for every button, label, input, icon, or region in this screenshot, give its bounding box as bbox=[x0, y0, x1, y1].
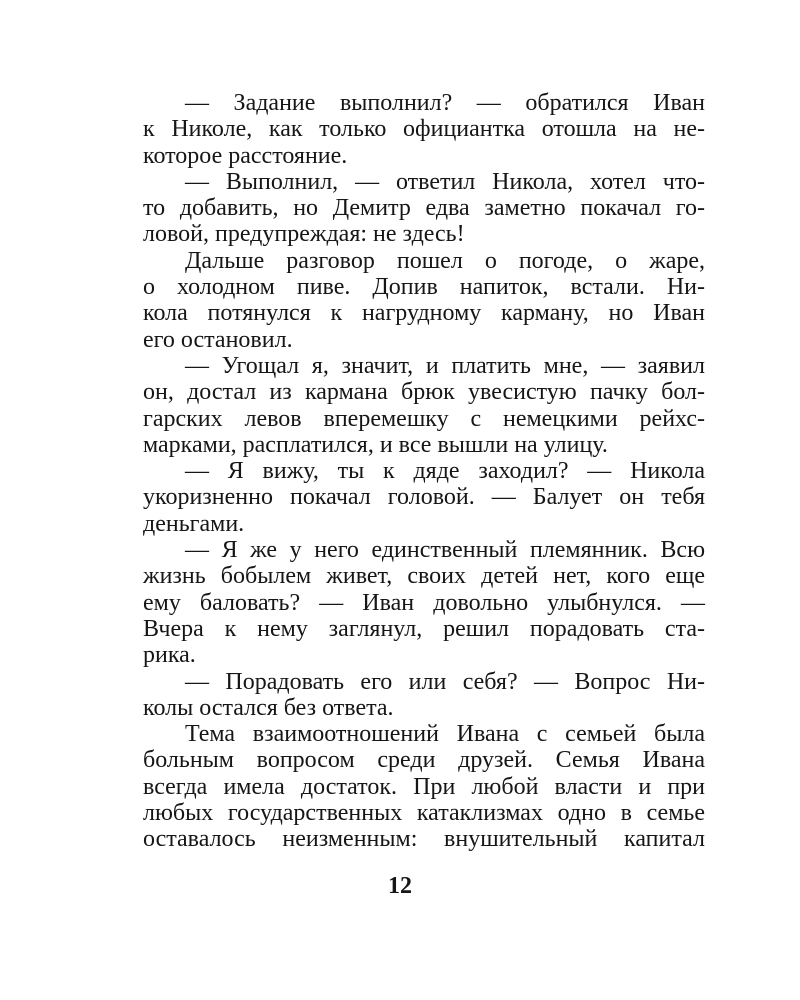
text-line: — Я же у него единственный племянник. Всю bbox=[185, 537, 705, 564]
text-line: рика. bbox=[143, 642, 196, 669]
text-line: больным вопросом среди друзей. Семья Ивана bbox=[143, 747, 705, 774]
text-line: его остановил. bbox=[143, 326, 293, 353]
text-line: Дальше разговор пошел о погоде, о жаре, bbox=[185, 247, 705, 274]
text-line: кола потянулся к нагрудному карману, но Иван bbox=[143, 300, 705, 327]
text-line: — Порадовать его или себя? — Вопрос Ни- bbox=[185, 668, 705, 695]
text-line: Тема взаимоотношений Ивана с семьей была bbox=[185, 721, 705, 748]
text-line: Вчера к нему заглянул, решил порадовать ста- bbox=[143, 615, 705, 642]
text-line: любых государственных катаклизмах одно в семье bbox=[143, 800, 705, 827]
text-line: гарских левов вперемешку с немецкими рейхс- bbox=[143, 405, 705, 432]
text-line: всегда имела достаток. При любой власти и при bbox=[143, 773, 705, 800]
text-line: он, достал из кармана брюк увесистую пачку бол- bbox=[143, 379, 705, 406]
text-line: — Угощал я, значит, и платить мне, — заявил bbox=[185, 352, 705, 379]
text-line: ему баловать? — Иван довольно улыбнулся. — bbox=[143, 589, 705, 616]
page-number: 12 bbox=[388, 873, 412, 899]
text-line: оставалось неизменным: внушительный капитал bbox=[143, 826, 705, 853]
text-line: к Николе, как только официантка отошла на не- bbox=[143, 116, 705, 143]
text-line: — Я вижу, ты к дяде заходил? — Никола bbox=[185, 458, 705, 485]
text-line: ловой, предупреждая: не здесь! bbox=[143, 221, 465, 248]
text-line: укоризненно покачал головой. — Балует он тебя bbox=[143, 484, 705, 511]
text-line: деньгами. bbox=[143, 510, 245, 537]
text-line: которое расстояние. bbox=[143, 142, 348, 169]
text-line: о холодном пиве. Допив напиток, встали. Ни- bbox=[143, 274, 705, 301]
text-line: колы остался без ответа. bbox=[143, 694, 394, 721]
text-line: марками, расплатился, и все вышли на улицу. bbox=[143, 431, 608, 458]
text-line: — Задание выполнил? — обратился Иван bbox=[185, 90, 705, 116]
text-line: — Выполнил, — ответил Никола, хотел что- bbox=[185, 168, 705, 195]
text-line: то добавить, но Демитр едва заметно покачал го- bbox=[143, 195, 705, 222]
text-line: жизнь бобылем живет, своих детей нет, кого еще bbox=[143, 563, 705, 590]
body-text bbox=[143, 90, 705, 853]
